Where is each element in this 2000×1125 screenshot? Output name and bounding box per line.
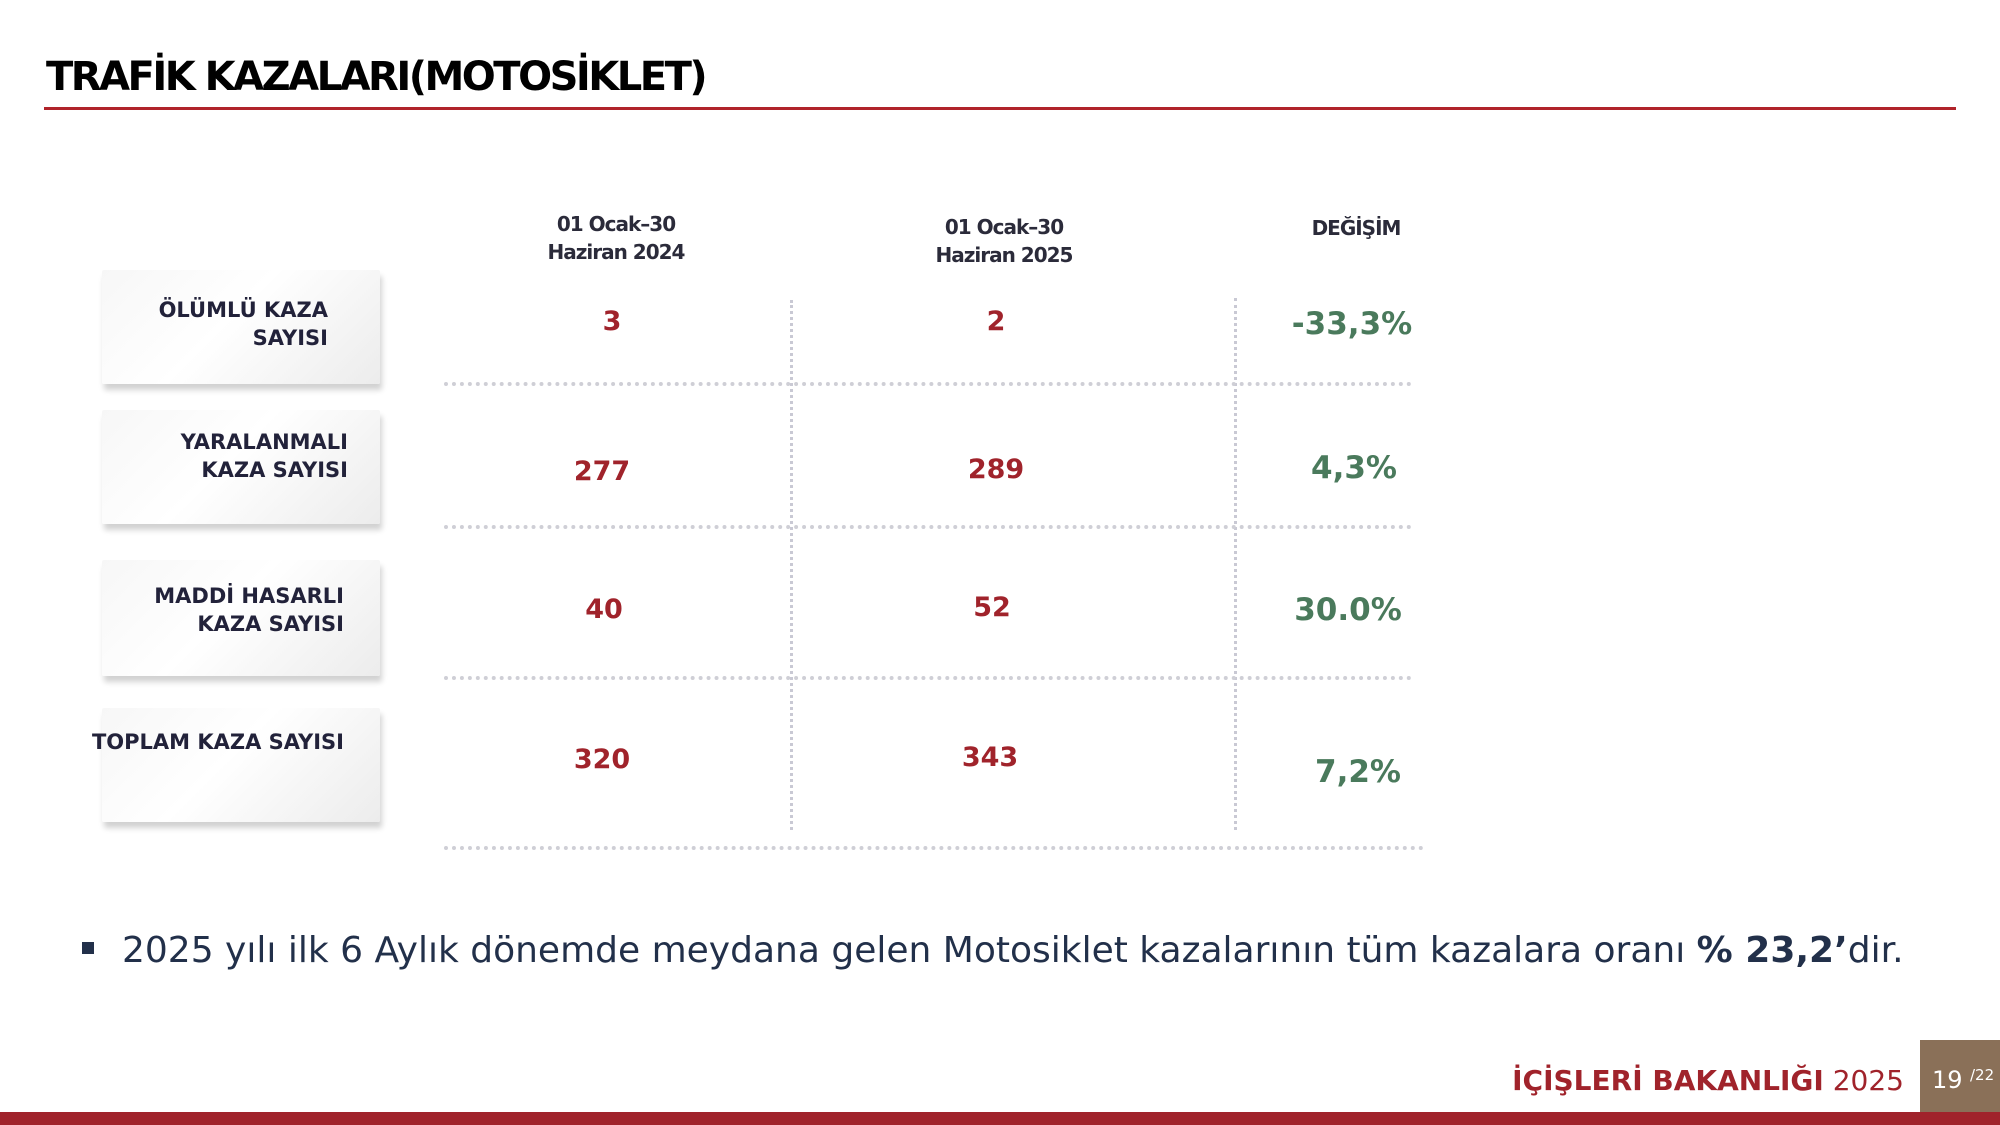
value-2025: 52 xyxy=(973,592,1011,623)
page-title: TRAFİK KAZALARI(MOTOSİKLET) xyxy=(46,54,706,100)
footer-brand-name: İÇİŞLERİ BAKANLIĞI xyxy=(1512,1064,1824,1097)
summary-note xyxy=(82,930,1904,971)
column-header-2024-line2: Haziran 2024 xyxy=(547,240,685,264)
row-label-line2: KAZA SAYISI xyxy=(201,458,348,482)
value-2025: 289 xyxy=(967,454,1025,485)
row-label-line1: TOPLAM KAZA SAYISI xyxy=(91,730,344,754)
grid-line-horizontal-1 xyxy=(444,382,1412,386)
bullet-icon xyxy=(82,942,94,954)
summary-note-suffix: dir. xyxy=(1847,930,1904,971)
summary-note-emphasis: % 23,2’ xyxy=(1696,930,1848,971)
row-label-injury-accidents xyxy=(102,410,380,524)
page-number: 19 xyxy=(1932,1066,1963,1094)
footer-brand xyxy=(1512,1064,1904,1097)
grid-line-horizontal-3 xyxy=(444,676,1412,680)
row-label-total-accidents xyxy=(91,708,380,822)
grid-line-horizontal-2 xyxy=(444,525,1412,529)
column-header-2024 xyxy=(526,210,706,266)
column-header-change xyxy=(1276,214,1436,242)
value-2025: 343 xyxy=(961,742,1019,773)
column-header-2025-line2: Haziran 2025 xyxy=(935,243,1073,267)
column-header-change-label: DEĞİŞİM xyxy=(1311,216,1401,240)
grid-line-vertical-1 xyxy=(790,300,793,830)
column-header-2024-line1: 01 Ocak–30 xyxy=(556,212,676,236)
row-label-fatal-accidents xyxy=(102,270,380,384)
row-label-line2: SAYISI xyxy=(252,326,328,350)
row-label-line2: KAZA SAYISI xyxy=(197,612,344,636)
value-2024: 320 xyxy=(573,744,631,775)
change-value: 4,3% xyxy=(1311,450,1397,486)
footer-brand-year: 2025 xyxy=(1823,1064,1904,1097)
value-2024: 277 xyxy=(573,456,631,487)
value-2024: 40 xyxy=(585,594,623,625)
row-label-line1: ÖLÜMLÜ KAZA xyxy=(158,298,328,322)
column-header-2025-line1: 01 Ocak–30 xyxy=(944,215,1064,239)
row-label-line1: YARALANMALI xyxy=(180,430,348,454)
footer-bar xyxy=(0,1112,2000,1125)
row-label-property-damage-accidents xyxy=(102,560,380,676)
change-value: 30.0% xyxy=(1294,592,1402,628)
summary-note-text: 2025 yılı ilk 6 Aylık dönemde meydana gelen Motosiklet kazalarının tüm kazalara oranı xyxy=(122,930,1697,971)
change-value: -33,3% xyxy=(1291,306,1413,342)
title-divider xyxy=(44,107,1956,110)
grid-line-horizontal-4 xyxy=(444,846,1424,850)
column-header-2025 xyxy=(914,213,1094,269)
page-total: /22 xyxy=(1970,1066,1995,1084)
row-label-line1: MADDİ HASARLI xyxy=(154,584,344,608)
grid-line-vertical-2 xyxy=(1234,298,1237,830)
change-value: 7,2% xyxy=(1315,754,1401,790)
value-2025: 2 xyxy=(986,306,1006,337)
value-2024: 3 xyxy=(602,306,622,337)
